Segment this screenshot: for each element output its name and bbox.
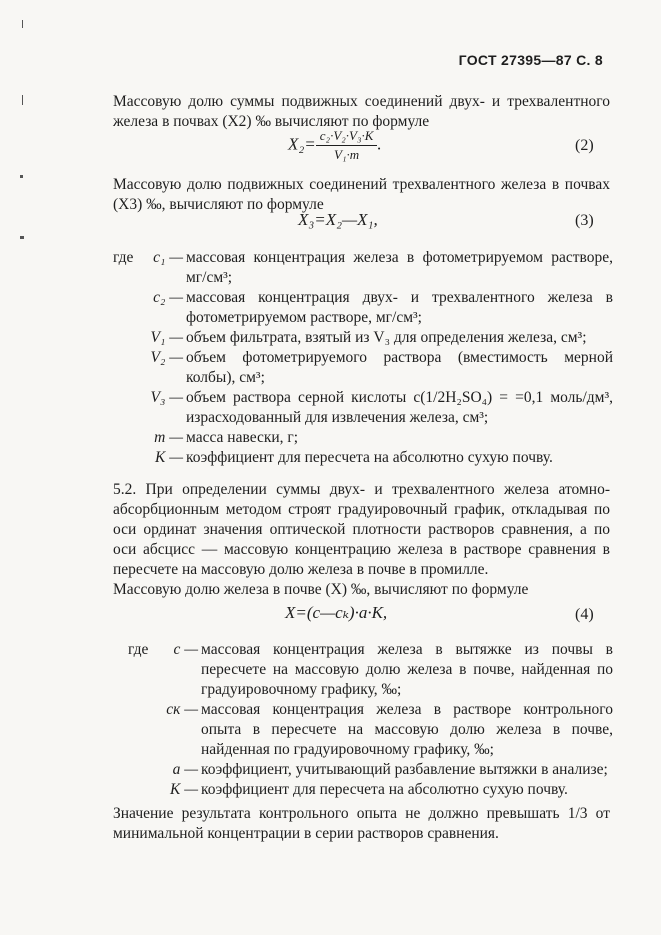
definition-symbol: K — xyxy=(155,449,183,466)
definition-item xyxy=(113,428,613,448)
equation-number-2: (2) xyxy=(575,137,594,154)
definition-text: объем фильтрата, взятый из V₃ для определения железа, см³; xyxy=(186,329,587,346)
definition-text: массовая концентрация железа в растворе контрольного опыта в пересчете на массовую долю железа в почве, найденная по градуировочному графику, ‰; xyxy=(201,701,613,758)
definition-item xyxy=(113,248,613,288)
scan-mark xyxy=(22,20,23,28)
definition-symbol: a — xyxy=(172,761,198,778)
definition-text: масса навески, г; xyxy=(186,429,299,446)
paragraph-text: Массовую долю железа в почве (X) ‰, вычисляют по формуле xyxy=(113,581,529,598)
definition-item xyxy=(113,448,613,468)
definition-text: коэффициент для пересчета на абсолютно сухую почву. xyxy=(201,781,568,798)
paragraph-iron-in-soil xyxy=(113,580,610,600)
definition-lead: где xyxy=(113,249,134,266)
fraction-numerator: c₂·V₂·V₃·K xyxy=(316,128,378,146)
definition-item xyxy=(128,760,613,780)
definition-item xyxy=(128,700,613,760)
scan-mark xyxy=(20,175,23,178)
definition-symbol: V₁ — xyxy=(150,329,183,346)
definition-symbol: m — xyxy=(154,429,183,446)
paragraph-trivalent-iron xyxy=(113,175,610,215)
formula-tail: . xyxy=(377,134,382,154)
definition-symbol: c — xyxy=(173,641,198,658)
fraction-denominator: V₁·m xyxy=(334,147,360,162)
definition-symbol: K — xyxy=(170,781,198,798)
formula-fraction xyxy=(316,128,378,163)
paragraph-text: Массовую долю подвижных соединений трехвалентного железа в почвах (X3) ‰, вычисляют по формуле xyxy=(113,176,610,213)
page-header: ГОСТ 27395—87 С. 8 xyxy=(458,52,603,68)
definition-text: массовая концентрация железа в вытяжке из почвы в пересчете на массовую долю железа в почве, найденная по градуировочному графику, ‰; xyxy=(201,641,613,698)
definition-item xyxy=(113,348,613,388)
definition-lead: где xyxy=(128,641,149,658)
definition-item xyxy=(113,388,613,428)
definition-text: массовая концентрация железа в фотометрируемом растворе, мг/см³; xyxy=(186,249,613,286)
formula-4: X=(c—cₖ)·a·K, xyxy=(285,603,388,622)
scan-mark xyxy=(22,95,23,105)
definition-text: массовая концентрация двух- и трехвалентного железа в фотометрируемом растворе, мг/см³; xyxy=(186,289,613,326)
definition-text: объем фотометрируемого раствора (вместимость мерной колбы), см³; xyxy=(186,349,613,386)
scan-mark xyxy=(20,236,24,239)
definition-text: коэффициент, учитывающий разбавление вытяжки в анализе; xyxy=(201,761,608,778)
definition-symbol: c₁ — xyxy=(153,249,183,266)
definition-item xyxy=(113,328,613,348)
definition-symbol: V₂ — xyxy=(150,349,183,366)
paragraph-sum-iron xyxy=(113,92,610,132)
definitions-list-2 xyxy=(128,640,613,800)
definition-symbol: c₂ — xyxy=(153,289,183,306)
paragraph-text: 5.2. При определении суммы двух- и трехвалентного железа атомно-абсорбционным методом строят градуировочный график, откладывая по оси ординат значения оптической плотности растворов сравнения, а по оси абсцисс — массовую концентрацию железа в растворе сравнения в пересчете на массовую долю железа в почве в промилле. xyxy=(113,481,610,578)
formula-2 xyxy=(288,128,382,163)
paragraph-text: Массовую долю суммы подвижных соединений двух- и трехвалентного железа в почвах (X2) ‰ вычисляют по формуле xyxy=(113,93,610,130)
definition-item xyxy=(128,640,613,700)
definition-item xyxy=(128,780,613,800)
definition-item xyxy=(113,288,613,328)
equation-number-4: (4) xyxy=(575,606,594,623)
definitions-list-1 xyxy=(113,248,613,468)
equation-number-3: (3) xyxy=(575,212,594,229)
paragraph-control-result xyxy=(113,804,610,844)
formula-3: X₃=X₂—X₁, xyxy=(298,210,378,229)
definition-text: объем раствора серной кислоты c(1/2H₂SO₄) = =0,1 моль/дм³, израсходованный для извлечения железа, см³; xyxy=(186,389,613,426)
definition-symbol: cк — xyxy=(166,701,198,718)
paragraph-text: Значение результата контрольного опыта не должно превышать 1/3 от минимальной концентрации в серии растворов сравнения. xyxy=(113,805,610,842)
paragraph-section-5-2 xyxy=(113,480,610,580)
formula-lhs: X₂= xyxy=(288,134,316,154)
definition-symbol: V₃ — xyxy=(150,389,183,406)
definition-text: коэффициент для пересчета на абсолютно сухую почву. xyxy=(186,449,553,466)
